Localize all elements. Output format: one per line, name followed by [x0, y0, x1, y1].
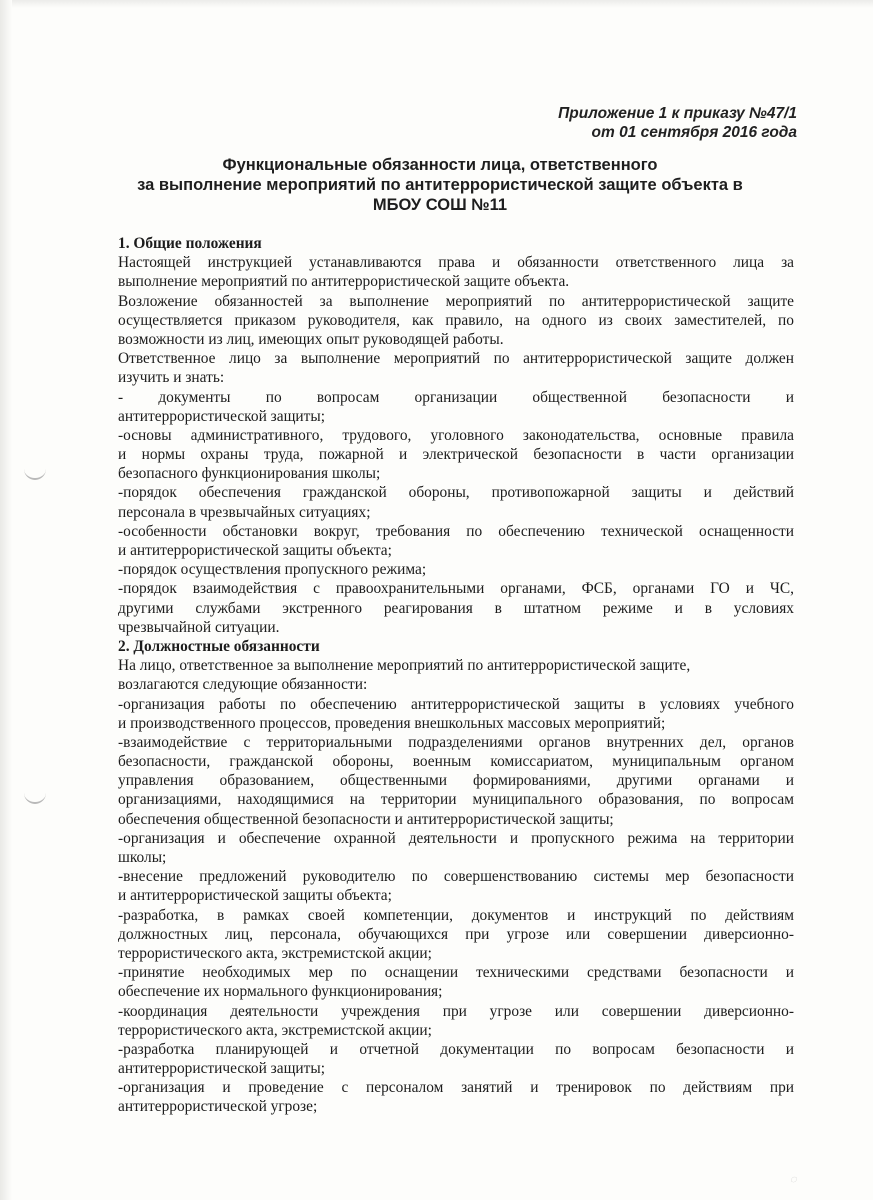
body-line: управления образованием, общественными формированиями, другими органами и	[118, 772, 794, 790]
body-line: антитеррористической защиты;	[118, 1060, 325, 1078]
body-line: безопасного функционирования школы;	[118, 465, 381, 483]
document-title	[100, 155, 780, 215]
body-line: -разработка планирующей и отчетной документации по вопросам безопасности и	[118, 1040, 794, 1058]
section-heading: 1. Общие положения	[118, 235, 262, 252]
hole-punch-mark	[24, 468, 46, 480]
body-line: -организация и проведение с персоналом занятий и тренировок по действиям при	[118, 1079, 794, 1097]
body-line: персонала в чрезвычайных ситуациях;	[118, 503, 371, 521]
body-line: террористического акта, экстремистской акции;	[118, 1021, 432, 1039]
title-line-3: МБОУ СОШ №11	[372, 196, 508, 214]
body-line: -разработка, в рамках своей компетенции, документов и инструкций по действиям	[118, 906, 794, 924]
appendix-line-date: от 01 сентября 2016 года	[591, 124, 797, 141]
body-line: -взаимодействие с территориальными подразделениями органов внутренних дел, органов	[118, 733, 794, 751]
body-line: -порядок взаимодействия с правоохранительными органами, ФСБ, органами ГО и ЧС,	[118, 580, 794, 598]
body-line: должностных лиц, персонала, обучающихся при угрозе или совершении диверсионно-	[118, 925, 794, 943]
body-line: антитеррористической защиты;	[118, 407, 325, 425]
body-line: и нормы охраны труда, пожарной и электрической безопасности в части организации	[118, 446, 794, 464]
body-line: -порядок осуществления пропускного режима;	[118, 561, 427, 579]
body-line: -координация деятельности учреждения при угрозе или совершении диверсионно-	[118, 1002, 794, 1020]
appendix-reference	[558, 104, 797, 142]
body-line: -внесение предложений руководителю по совершенствованию системы мер безопасности	[118, 868, 794, 886]
section-heading: 2. Должностные обязанности	[118, 637, 320, 655]
body-line: террористического акта, экстремистской акции;	[118, 944, 432, 962]
scan-top-edge	[0, 0, 873, 8]
body-line: возлагаются следующие обязанности:	[118, 676, 368, 694]
document-body	[118, 234, 794, 1117]
scan-left-edge	[0, 0, 12, 1200]
body-line: - документы по вопросам организации общественной безопасности и	[118, 388, 794, 406]
body-line: Возложение обязанностей за выполнение мероприятий по антитеррористической защите	[118, 292, 794, 310]
body-line: -основы административного, трудового, уголовного законодательства, основные правила	[118, 426, 794, 444]
hole-punch-mark	[24, 792, 46, 804]
body-line: обеспечение их нормального функционирования;	[118, 983, 443, 1001]
body-line: чрезвычайной ситуации.	[118, 618, 280, 636]
body-line: безопасности, гражданской обороны, военным комиссариатом, муниципальным органом	[118, 753, 794, 771]
body-line: изучить и знать:	[118, 369, 225, 387]
body-line: выполнение мероприятий по антитеррористической защите объекта.	[118, 273, 570, 291]
body-line: -порядок обеспечения гражданской обороны, противопожарной защиты и действий	[118, 484, 794, 502]
body-line: Настоящей инструкцией устанавливаются права и обязанности ответственного лица за	[118, 254, 794, 272]
title-line-1: Функциональные обязанности лица, ответственного	[222, 156, 658, 174]
body-line: школы;	[118, 849, 167, 866]
body-line: и антитеррористической защиты объекта;	[118, 542, 392, 559]
body-line: -особенности обстановки вокруг, требования по обеспечению технической оснащенности	[118, 522, 794, 540]
body-line: антитеррористической угрозе;	[118, 1098, 318, 1116]
body-line: организациями, находящимися на территории муниципального образования, по вопросам	[118, 791, 794, 809]
appendix-line-order: Приложение 1 к приказу №47/1	[558, 105, 797, 122]
title-line-2: за выполнение мероприятий по антитеррористической защите объекта в	[137, 176, 743, 194]
body-line: другими службами экстренного реагирования в штатном режиме и в условиях	[118, 599, 794, 617]
body-line: -организация работы по обеспечению антитеррористической защиты в условиях учебного	[118, 695, 794, 713]
body-line: возможности из лиц, имеющих опыт руководящей работы.	[118, 330, 504, 348]
corner-pencil-mark: ᜀ	[790, 1173, 797, 1185]
body-line: -принятие необходимых мер по оснащении техническими средствами безопасности и	[118, 964, 794, 982]
body-line: обеспечения общественной безопасности и антитеррористической защиты;	[118, 810, 614, 828]
body-line: На лицо, ответственное за выполнение мероприятий по антитеррористической защите,	[118, 657, 691, 675]
body-line: и производственного процессов, проведения внешкольных массовых мероприятий;	[118, 714, 666, 732]
body-line: осуществляется приказом руководителя, как правило, на одного из своих заместителей, по	[118, 311, 794, 329]
body-line: -организация и обеспечение охранной деятельности и пропускного режима на территории	[118, 829, 794, 847]
body-line: и антитеррористической защиты объекта;	[118, 887, 392, 905]
body-line: Ответственное лицо за выполнение мероприятий по антитеррористической защите должен	[118, 350, 794, 368]
